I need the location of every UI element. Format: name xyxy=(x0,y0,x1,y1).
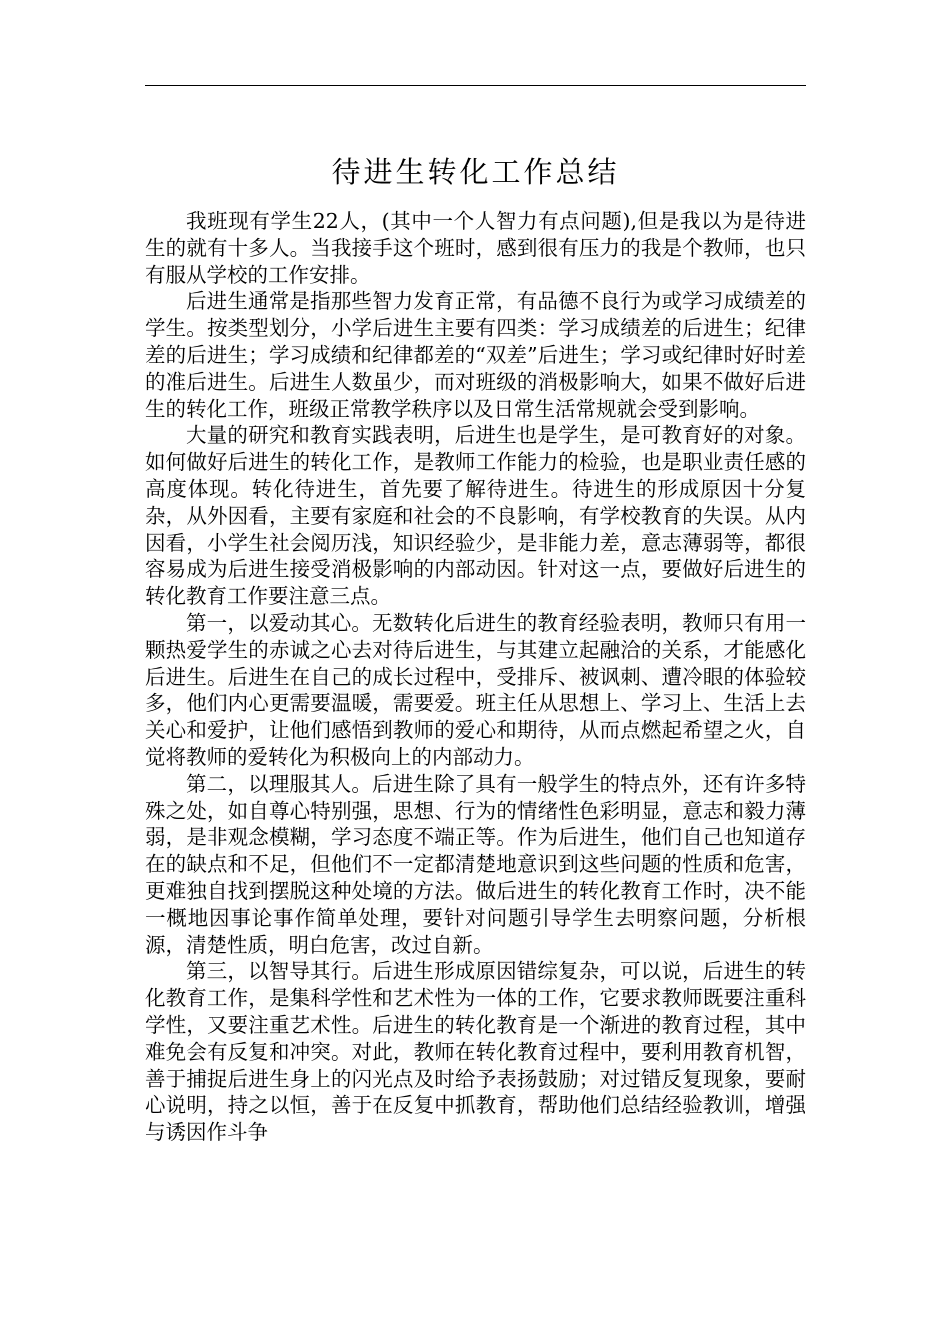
document-body xyxy=(145,208,806,1146)
paragraph-intro: 我班现有学生22人，(其中一个人智力有点问题),但是我以为是待进生的就有十多人。当我接手这个班时，感到很有压力的我是个教师，也只有服从学校的工作安排。 xyxy=(145,209,806,287)
paragraph-causes: 大量的研究和教育实践表明，后进生也是学生，是可教育好的对象。如何做好后进生的转化工作，是教师工作能力的检验，也是职业责任感的高度体现。转化待进生，首先要了解待进生。待进生的形成原因十分复杂，从外因看，主要有家庭和社会的不良影响，有学校教育的失误。从内因看，小学生社会阅历浅，知识经验少，是非能力差，意志薄弱等，都很容易成为后进生接受消极影响的内部动因。针对这一点，要做好后进生的转化教育工作要注意三点。 xyxy=(145,423,806,609)
paragraph-point-one: 第一，以爱动其心。无数转化后进生的教育经验表明，教师只有用一颗热爱学生的赤诚之心去对待后进生，与其建立起融洽的关系，才能感化后进生。后进生在自己的成长过程中，受排斥、被讽刺、遭冷眼的体验较多，他们内心更需要温暖，需要爱。班主任从思想上、学习上、生活上去关心和爱护，让他们感悟到教师的爱心和期待，从而点燃起希望之火，自觉将教师的爱转化为积极向上的内部动力。 xyxy=(145,610,806,769)
header-rule xyxy=(145,85,806,86)
paragraph-point-three: 第三，以智导其行。后进生形成原因错综复杂，可以说，后进生的转化教育工作，是集科学性和艺术性为一体的工作，它要求教师既要注重科学性，又要注重艺术性。后进生的转化教育是一个渐进的教育过程，其中难免会有反复和冲突。对此，教师在转化教育过程中，要利用教育机智，善于捕捉后进生身上的闪光点及时给予表扬鼓励；对过错反复现象，要耐心说明，持之以恒，善于在反复中抓教育，帮助他们总结经验教训，增强与诱因作斗争 xyxy=(145,959,806,1145)
document-title: 待进生转化工作总结 xyxy=(331,155,620,189)
paragraph-point-two: 第二，以理服其人。后进生除了具有一般学生的特点外，还有许多特殊之处，如自尊心特别强，思想、行为的情绪性色彩明显，意志和毅力薄弱，是非观念模糊，学习态度不端正等。作为后进生，他们自己也知道存在的缺点和不足，但他们不一定都清楚地意识到这些问题的性质和危害，更难独自找到摆脱这种处境的方法。做后进生的转化教育工作时，决不能一概地因事论事作简单处理，要针对问题引导学生去明察问题，分析根源，清楚性质，明白危害，改过自新。 xyxy=(145,771,806,957)
paragraph-definition: 后进生通常是指那些智力发育正常，有品德不良行为或学习成绩差的学生。按类型划分，小学后进生主要有四类：学习成绩差的后进生；纪律差的后进生；学习成绩和纪律都差的“双差”后进生；学习或纪律时好时差的准后进生。后进生人数虽少，而对班级的消极影响大，如果不做好后进生的转化工作，班级正常教学秩序以及日常生活常规就会受到影响。 xyxy=(145,289,806,421)
